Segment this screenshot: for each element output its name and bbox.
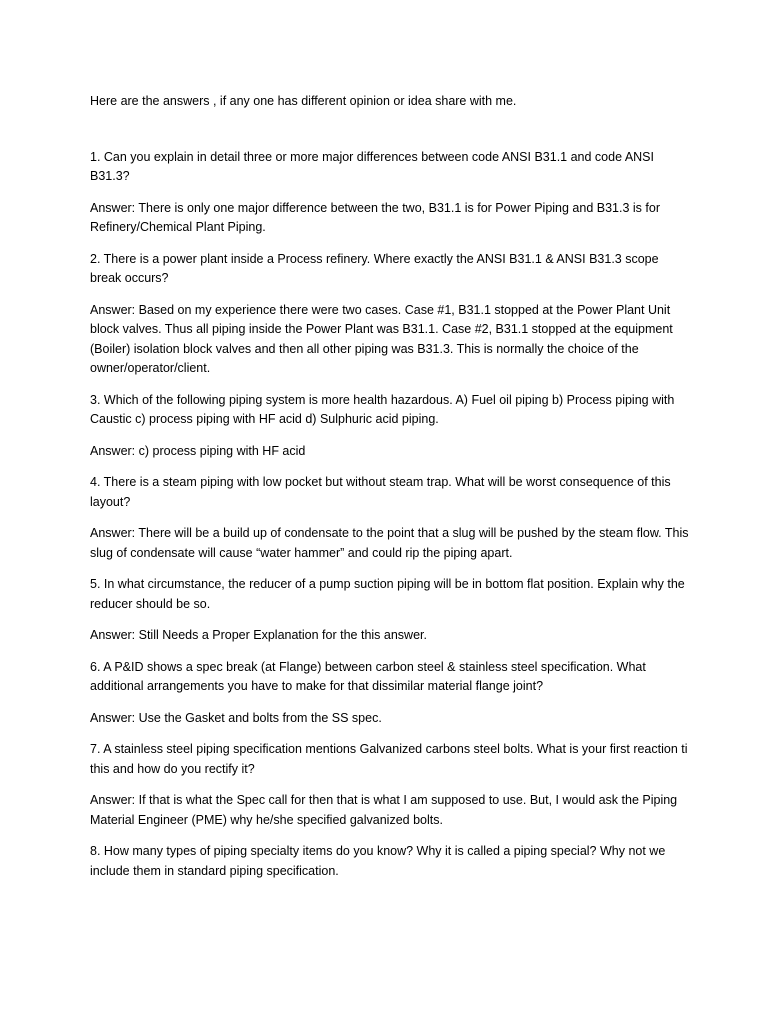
question-2: 2. There is a power plant inside a Process refinery. Where exactly the ANSI B31.1 & ANSI B31.3 scope break occurs? [90,251,659,285]
answer-4: Answer: There will be a build up of condensate to the point that a slug will be pushed by the steam flow. This slug of condensate will cause “water hammer” and could rip the piping apart. [90,526,689,560]
qa-item-4 [90,473,690,563]
qa-item-3 [90,391,690,462]
question-6: 6. A P&ID shows a spec break (at Flange) between carbon steel & stainless steel specification. What additional arrangements you have to make for that dissimilar material flange joint? [90,659,646,693]
qa-item-7 [90,740,690,830]
answer-6: Answer: Use the Gasket and bolts from the SS spec. [90,710,382,725]
document-page [90,92,690,893]
qa-item-1 [90,148,690,238]
question-7: 7. A stainless steel piping specification mentions Galvanized carbons steel bolts. What is your first reaction ti this and how do you rectify it? [90,742,688,776]
answer-3: Answer: c) process piping with HF acid [90,443,306,458]
question-8: 8. How many types of piping specialty items do you know? Why it is called a piping special? Why not we include them in standard piping specification. [90,844,666,878]
qa-item-6 [90,658,690,729]
question-4: 4. There is a steam piping with low pocket but without steam trap. What will be worst consequence of this layout? [90,475,671,509]
qa-item-5 [90,575,690,646]
answer-1: Answer: There is only one major difference between the two, B31.1 is for Power Piping and B31.3 is for Refinery/Chemical Plant Piping. [90,200,660,234]
qa-item-8 [90,842,690,881]
question-3: 3. Which of the following piping system is more health hazardous. A) Fuel oil piping b) Process piping with Caustic c) process piping with HF acid d) Sulphuric acid piping. [90,392,675,426]
qa-item-2 [90,250,690,379]
answer-2: Answer: Based on my experience there were two cases. Case #1, B31.1 stopped at the Power Plant Unit block valves. Thus all piping inside the Power Plant was B31.1. Case #2, B31.1 stopped at the equipment (Boiler) isolation block valves and then all other piping was B31.3. This is normally the choice of the owner/operator/client. [90,302,673,375]
answer-7: Answer: If that is what the Spec call for then that is what I am supposed to use. But, I would ask the Piping Material Engineer (PME) why he/she specified galvanized bolts. [90,793,678,827]
intro-text: Here are the answers , if any one has different opinion or idea share with me. [90,94,517,108]
question-1: 1. Can you explain in detail three or more major differences between code ANSI B31.1 and code ANSI B31.3? [90,149,654,183]
answer-5: Answer: Still Needs a Proper Explanation for the this answer. [90,628,427,642]
question-5: 5. In what circumstance, the reducer of a pump suction piping will be in bottom flat position. Explain why the reducer should be so. [90,577,685,611]
